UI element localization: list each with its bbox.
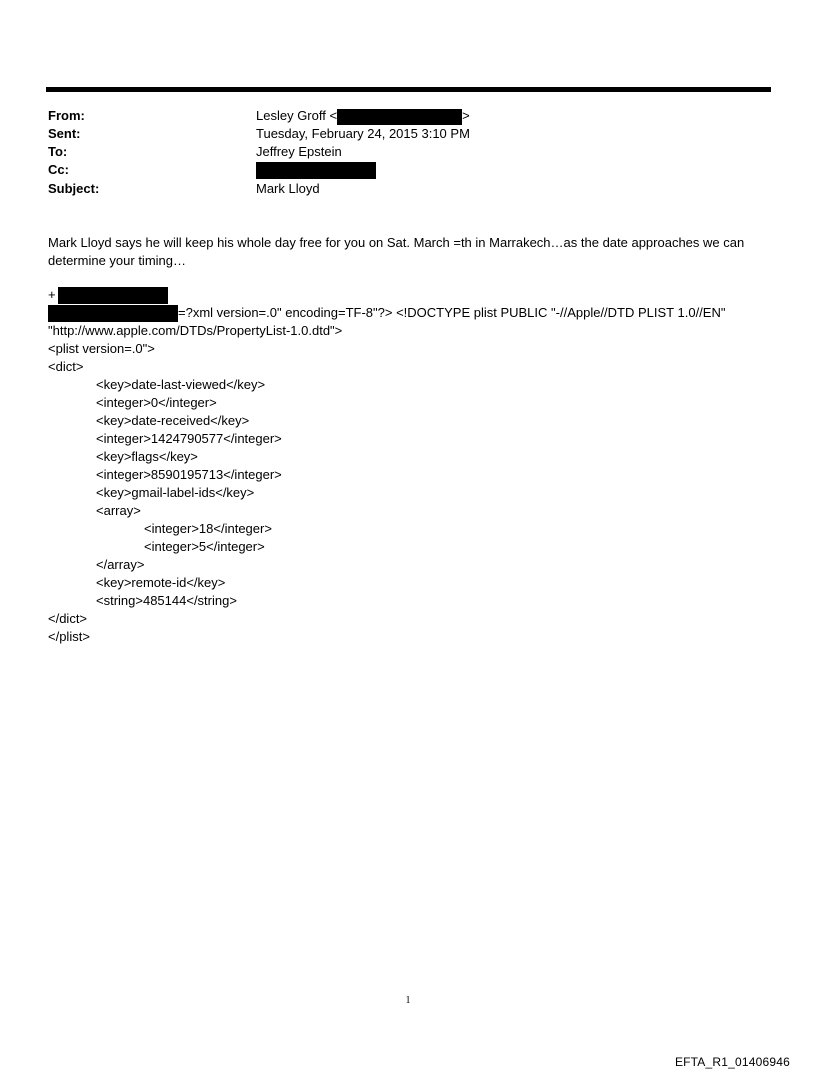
to-label: To: xyxy=(48,144,68,159)
cc-value xyxy=(256,161,376,179)
dtd-url-line: "http://www.apple.com/DTDs/PropertyList-1.0.dtd"> xyxy=(48,323,343,338)
plus-line xyxy=(48,286,788,304)
from-email-redaction xyxy=(337,109,462,125)
from-value xyxy=(256,107,470,125)
xml-decl: =?xml version=.0" encoding=TF-8"?> <!DOCTYPE plist PUBLIC "-//Apple//DTD PLIST 1.0//EN" xyxy=(178,305,726,320)
from-close: > xyxy=(462,108,470,123)
from-label: From: xyxy=(48,108,85,123)
plist-block xyxy=(48,286,788,646)
remote-key-line: <key>remote-id</key> xyxy=(96,575,226,590)
header-rule xyxy=(46,87,771,92)
plist-redaction-2 xyxy=(48,305,178,322)
plist-line: <integer>1424790577</integer> xyxy=(96,431,282,446)
array-close-line: </array> xyxy=(96,557,145,572)
remote-value-line: <string>485144</string> xyxy=(96,593,237,608)
plist-open-line: <plist version=.0"> xyxy=(48,341,155,356)
plist-line: <array> xyxy=(96,503,141,518)
plist-line: <key>date-last-viewed</key> xyxy=(96,377,266,392)
plist-line: <key>gmail-label-ids</key> xyxy=(96,485,255,500)
array-item-line: <integer>5</integer> xyxy=(144,539,265,554)
plist-close-line: </plist> xyxy=(48,629,90,644)
plist-line: <integer>8590195713</integer> xyxy=(96,467,282,482)
plus-sign: + xyxy=(48,287,56,302)
subject-label: Subject: xyxy=(48,181,100,196)
document-id: EFTA_R1_01406946 xyxy=(674,1055,790,1069)
plist-line: <key>flags</key> xyxy=(96,449,198,464)
sent-value: Tuesday, February 24, 2015 3:10 PM xyxy=(256,126,470,141)
plist-redaction-1 xyxy=(58,287,168,304)
cc-redaction xyxy=(256,162,376,179)
message-body: Mark Lloyd says he will keep his whole day free for you on Sat. March =th in Marrakech…as the date approaches we can determine your timing… xyxy=(48,235,745,268)
subject-value: Mark Lloyd xyxy=(256,181,320,196)
dict-open-line: <dict> xyxy=(48,359,84,374)
dict-close-line: </dict> xyxy=(48,611,88,626)
xml-decl-line xyxy=(48,304,788,322)
plist-line: <integer>0</integer> xyxy=(96,395,217,410)
cc-label: Cc: xyxy=(48,162,69,177)
to-value: Jeffrey Epstein xyxy=(256,144,342,159)
page-number: 1 xyxy=(405,995,411,1006)
from-name: Lesley Groff < xyxy=(256,108,338,123)
array-item-line: <integer>18</integer> xyxy=(144,521,272,536)
plist-line: <key>date-received</key> xyxy=(96,413,250,428)
sent-label: Sent: xyxy=(48,126,81,141)
